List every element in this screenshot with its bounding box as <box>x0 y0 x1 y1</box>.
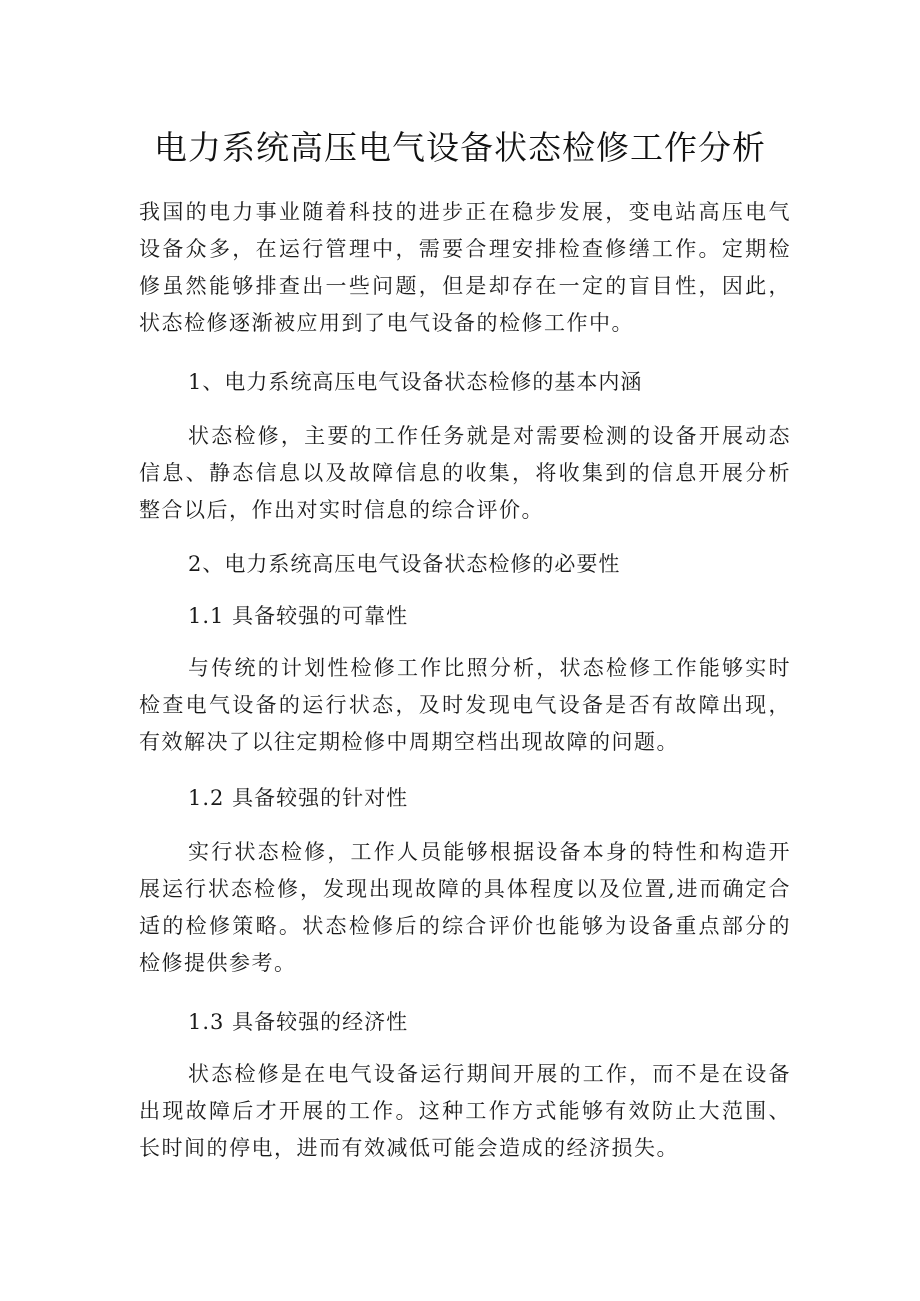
document-title: 电力系统高压电气设备状态检修工作分析 <box>154 128 766 167</box>
subsection-1-2-heading: 1.2 具备较强的针对性 <box>188 786 409 810</box>
section-1-heading: 1、电力系统高压电气设备状态检修的基本内涵 <box>188 370 643 394</box>
subsection-1-1-heading: 1.1 具备较强的可靠性 <box>188 604 409 628</box>
subsection-1-2-paragraph: 实行状态检修，工作人员能够根据设备本身的特性和构造开展运行状态检修，发现出现故障的具体程度以及位置,进而确定合适的检修策略。状态检修后的综合评价也能够为设备重点部分的检修提供参考。 <box>139 840 791 975</box>
section-2-heading: 2、电力系统高压电气设备状态检修的必要性 <box>188 552 621 576</box>
section-1-paragraph: 状态检修，主要的工作任务就是对需要检测的设备开展动态信息、静态信息以及故障信息的收集，将收集到的信息开展分析整合以后，作出对实时信息的综合评价。 <box>139 424 791 522</box>
intro-paragraph: 我国的电力事业随着科技的进步正在稳步发展，变电站高压电气设备众多，在运行管理中，需要合理安排检查修缮工作。定期检修虽然能够排查出一些问题，但是却存在一定的盲目性，因此，状态检修逐渐被应用到了电气设备的检修工作中。 <box>139 200 791 335</box>
subsection-1-3-paragraph: 状态检修是在电气设备运行期间开展的工作，而不是在设备出现故障后才开展的工作。这种工作方式能够有效防止大范围、长时间的停电，进而有效减低可能会造成的经济损失。 <box>139 1062 791 1160</box>
subsection-1-1-paragraph: 与传统的计划性检修工作比照分析，状态检修工作能够实时检查电气设备的运行状态，及时发现电气设备是否有故障出现，有效解决了以往定期检修中周期空档出现故障的问题。 <box>139 656 791 754</box>
subsection-1-3-heading: 1.3 具备较强的经济性 <box>188 1010 409 1034</box>
